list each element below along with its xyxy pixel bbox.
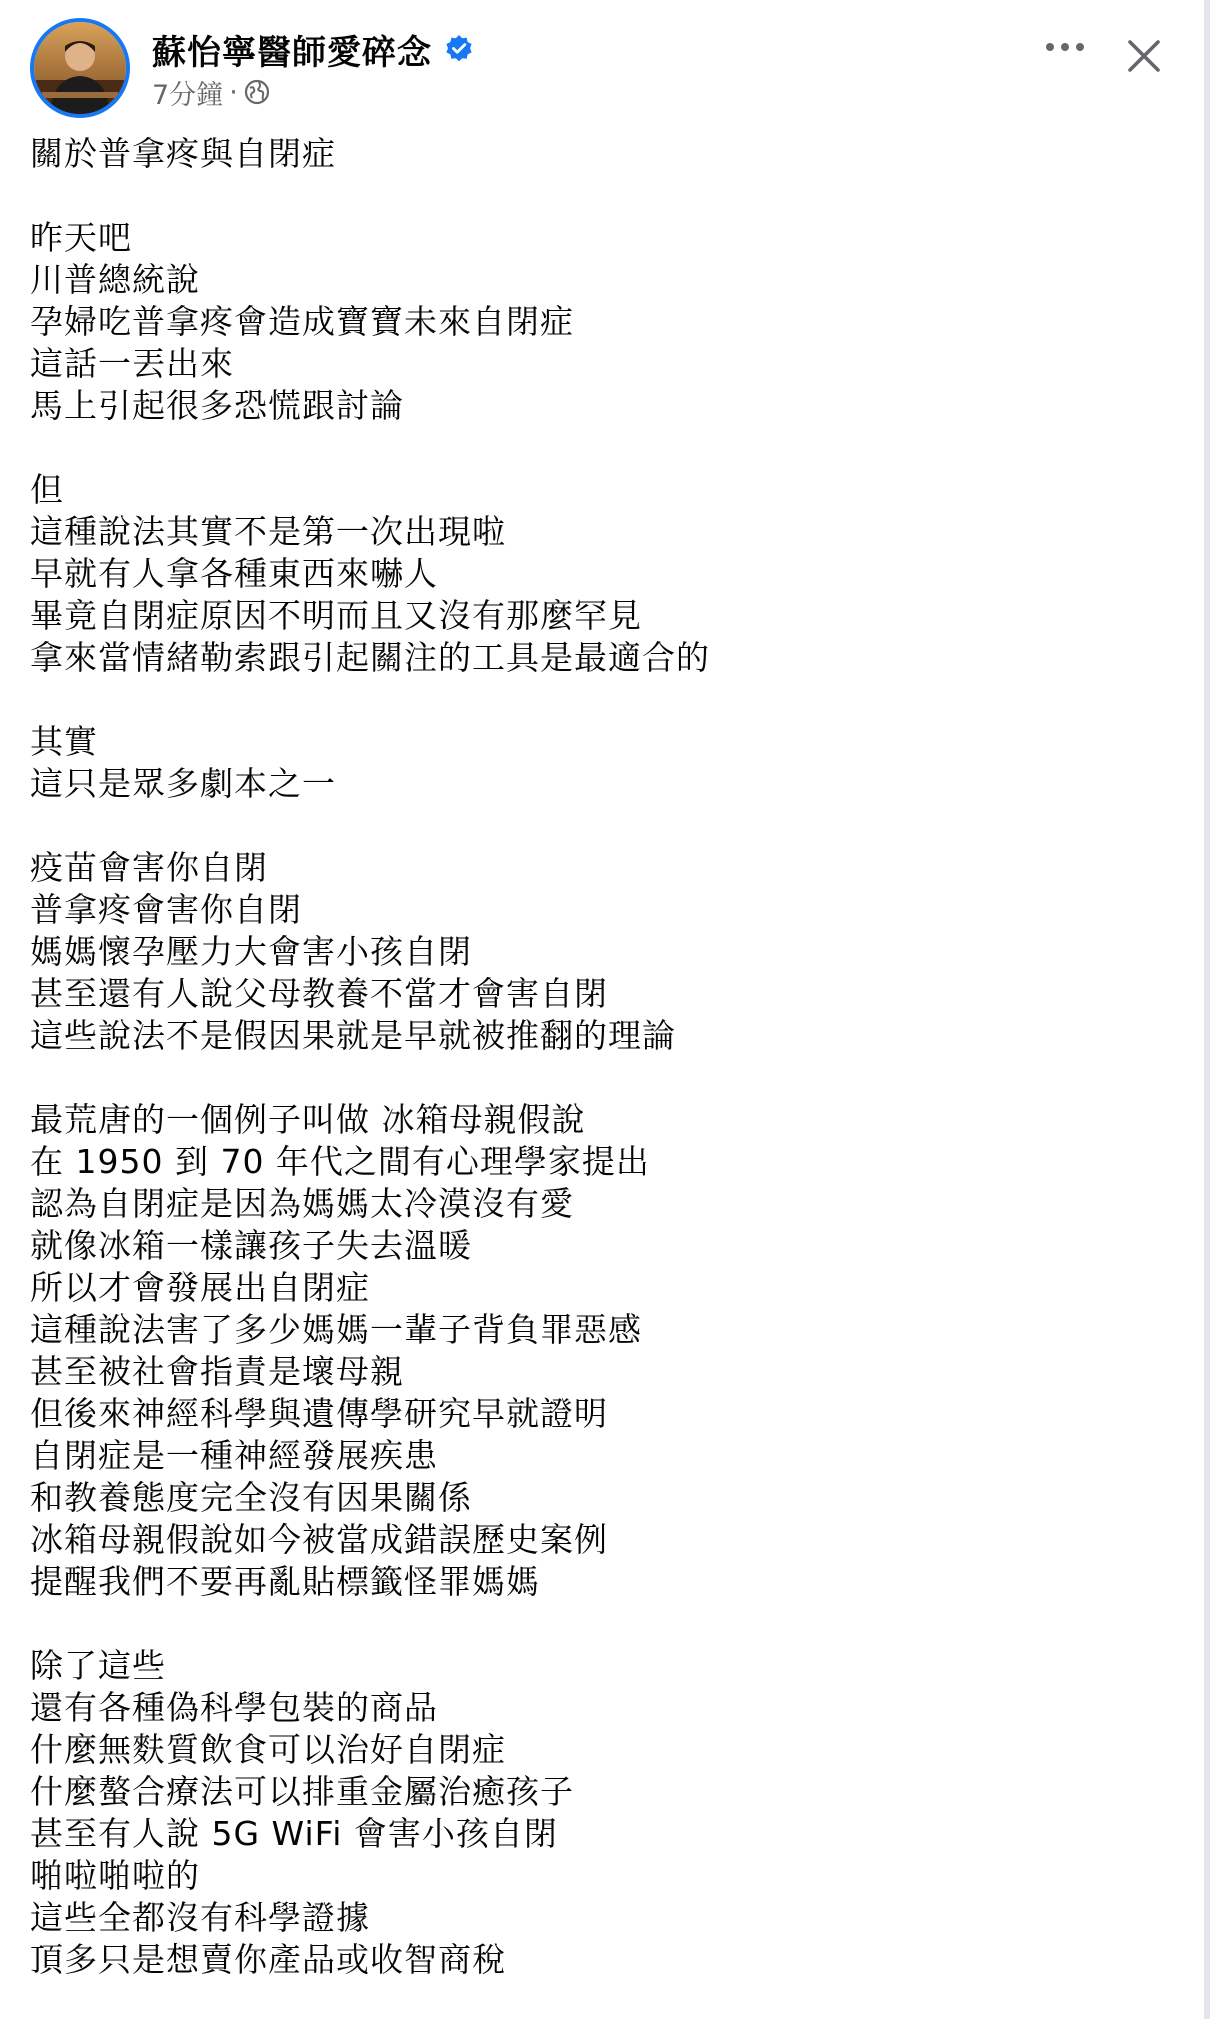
post-text-line: 拿來當情緒勒索跟引起關注的工具是最適合的 xyxy=(30,638,710,677)
avatar[interactable] xyxy=(30,18,130,118)
post-text-line: 所以才會發展出自閉症 xyxy=(30,1268,370,1307)
close-icon xyxy=(1122,34,1166,78)
post-text-line: 孕婦吃普拿疼會造成寶寶未來自閉症 xyxy=(30,302,574,341)
post-text-line: 昨天吧 xyxy=(30,218,132,257)
post-meta xyxy=(152,74,270,110)
post-paragraph xyxy=(30,1099,1150,1603)
post-text-line: 這些說法不是假因果就是早就被推翻的理論 xyxy=(30,1016,676,1055)
post-text-line: 最荒唐的一個例子叫做 冰箱母親假說 xyxy=(30,1100,586,1139)
author-row xyxy=(152,26,474,72)
post-text-line: 自閉症是一種神經發展疾患 xyxy=(30,1436,438,1475)
post-text-line: 普拿疼會害你自閉 xyxy=(30,890,302,929)
more-options-button[interactable] xyxy=(1040,32,1090,62)
post-text-line: 川普總統說 xyxy=(30,260,200,299)
post-body xyxy=(30,133,1150,1981)
post-text-line: 但 xyxy=(30,470,64,509)
post-text-line: 畢竟自閉症原因不明而且又沒有那麼罕見 xyxy=(30,596,642,635)
post-text-line: 甚至被社會指責是壞母親 xyxy=(30,1352,404,1391)
more-horizontal-icon xyxy=(1040,32,1090,62)
post-text-line: 這些全都沒有科學證據 xyxy=(30,1898,370,1937)
post-paragraph xyxy=(30,469,1150,679)
paragraph-spacer xyxy=(30,805,1150,847)
post-text-line: 其實 xyxy=(30,722,98,761)
post-text-line: 這只是眾多劇本之一 xyxy=(30,764,336,803)
author-name[interactable]: 蘇怡寧醫師愛碎念 xyxy=(152,32,432,73)
post-paragraph xyxy=(30,133,1150,175)
post-text-line: 什麼無麩質飲食可以治好自閉症 xyxy=(30,1730,506,1769)
post-text-line: 這種說法其實不是第一次出現啦 xyxy=(30,512,506,551)
post-paragraph xyxy=(30,721,1150,805)
post-text-line: 啪啦啪啦的 xyxy=(30,1856,200,1895)
paragraph-spacer xyxy=(30,175,1150,217)
post-text-line: 疫苗會害你自閉 xyxy=(30,848,268,887)
paragraph-spacer xyxy=(30,427,1150,469)
paragraph-spacer xyxy=(30,1057,1150,1099)
verified-badge-icon xyxy=(444,34,474,64)
post-text-line: 冰箱母親假說如今被當成錯誤歷史案例 xyxy=(30,1520,608,1559)
post-text-line: 甚至還有人說父母教養不當才會害自閉 xyxy=(30,974,608,1013)
post-text-line: 提醒我們不要再亂貼標籤怪罪媽媽 xyxy=(30,1562,540,1601)
post-text-line: 媽媽懷孕壓力大會害小孩自閉 xyxy=(30,932,472,971)
post-timestamp[interactable]: 7分鐘 xyxy=(152,79,224,111)
avatar-photo-icon xyxy=(34,22,126,114)
paragraph-spacer xyxy=(30,1603,1150,1645)
paragraph-spacer xyxy=(30,679,1150,721)
post-paragraph xyxy=(30,217,1150,427)
post-text-line: 這話一丟出來 xyxy=(30,344,234,383)
post-text-line: 頂多只是想賣你產品或收智商稅 xyxy=(30,1940,506,1979)
post-text-line: 認為自閉症是因為媽媽太冷漠沒有愛 xyxy=(30,1184,574,1223)
post-text-line: 在 1950 到 70 年代之間有心理學家提出 xyxy=(30,1142,650,1181)
post-text-line: 除了這些 xyxy=(30,1646,166,1685)
post-text-line: 和教養態度完全沒有因果關係 xyxy=(30,1478,472,1517)
globe-icon[interactable] xyxy=(244,79,270,105)
scrollbar-track[interactable] xyxy=(1204,0,1210,2019)
post-paragraph xyxy=(30,847,1150,1057)
post-text-line: 甚至有人說 5G WiFi 會害小孩自閉 xyxy=(30,1814,558,1853)
post-paragraph xyxy=(30,1645,1150,1981)
post-text-line: 馬上引起很多恐慌跟討論 xyxy=(30,386,404,425)
post-text-line: 就像冰箱一樣讓孩子失去溫暖 xyxy=(30,1226,472,1265)
post-text-line: 但後來神經科學與遺傳學研究早就證明 xyxy=(30,1394,608,1433)
post-text-line: 這種說法害了多少媽媽一輩子背負罪惡感 xyxy=(30,1310,642,1349)
post-text-line: 早就有人拿各種東西來嚇人 xyxy=(30,554,438,593)
post-text-line: 關於普拿疼與自閉症 xyxy=(30,134,336,173)
close-button[interactable] xyxy=(1122,34,1166,78)
meta-separator: · xyxy=(229,76,238,108)
post-text-line: 還有各種偽科學包裝的商品 xyxy=(30,1688,438,1727)
post-header xyxy=(30,18,1180,118)
post-text-line: 什麼螯合療法可以排重金屬治癒孩子 xyxy=(30,1772,574,1811)
